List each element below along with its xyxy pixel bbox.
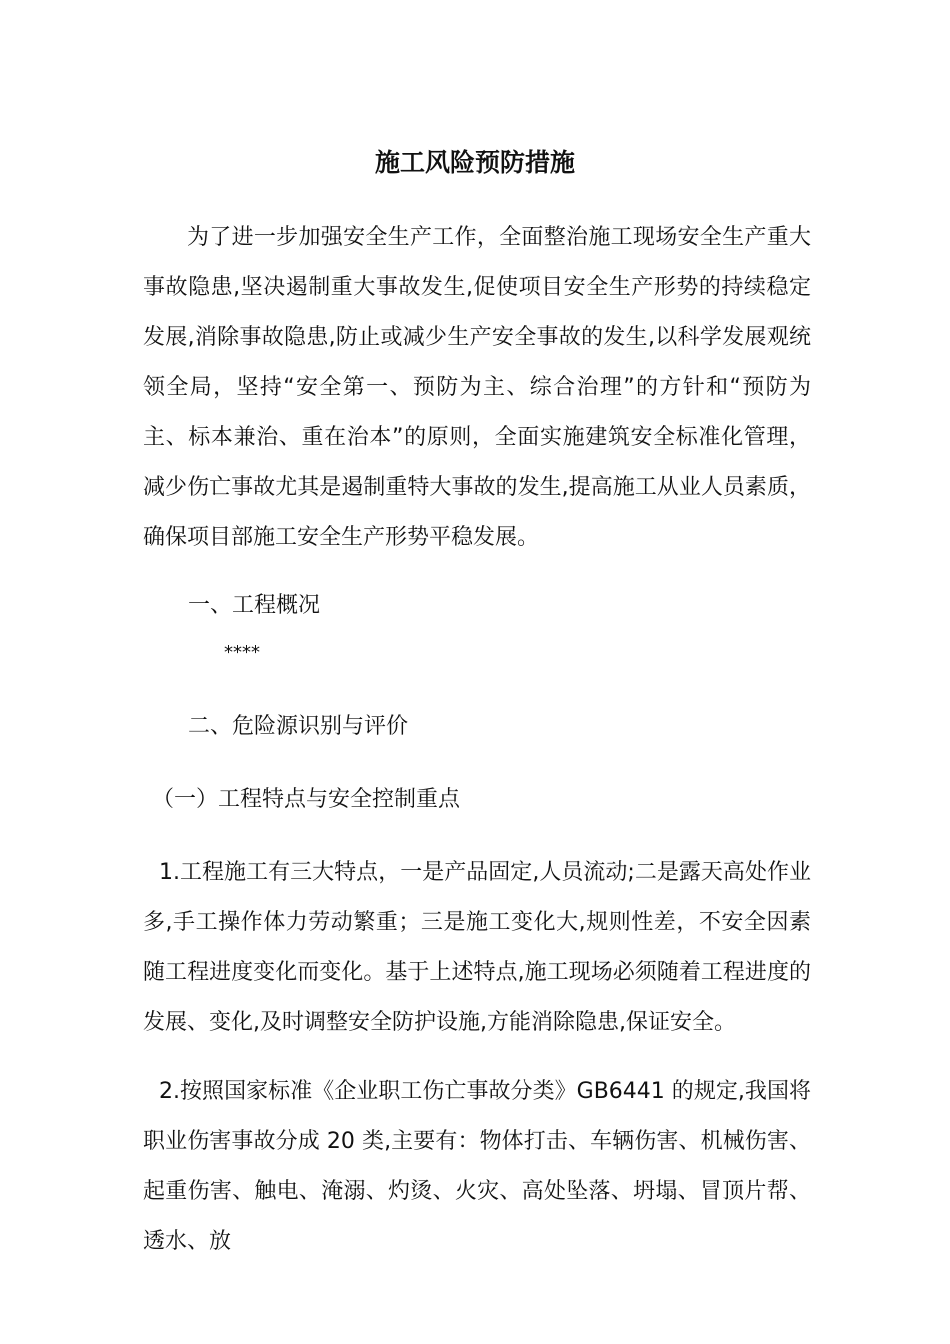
intro-paragraph: 为了进一步加强安全生产工作，全面整治施工现场安全生产重大事故隐患,坚决遏制重大事故发生,促使项目安全生产形势的持续稳定发展,消除事故隐患,防止或减少生产安全事故的发生,以科学发展观统领全局，坚持“安全第一、预防为主、综合治理”的方针和“预防为主、标本兼治、重在治本”的原则，全面实施建筑安全标准化管理，减少伤亡事故尤其是遏制重特大事故的发生,提高施工从业人员素质，确保项目部施工安全生产形势平稳发展。 xyxy=(143,225,811,550)
list-item-2: 2.按照国家标准《企业职工伤亡事故分类》GB6441 的规定,我国将职业伤害事故分成 20 类,主要有：物体打击、车辆伤害、机械伤害、起重伤害、触电、淹溺、灼烫、火灾、高处坠落、坍塌、冒顶片帮、透水、放 xyxy=(143,1079,811,1254)
subsection-heading-features: （一）工程特点与安全控制重点 xyxy=(152,787,461,812)
section-heading-hazard: 二、危险源识别与评价 xyxy=(188,714,409,739)
list-item-1: 1.工程施工有三大特点，一是产品固定,人员流动;二是露天高处作业多,手工操作体力劳动繁重；三是施工变化大,规则性差，不安全因素随工程进度变化而变化。基于上述特点,施工现场必须随着工程进度的发展、变化,及时调整安全防护设施,方能消除隐患,保证安全。 xyxy=(143,860,811,1035)
section-content-overview: **** xyxy=(224,642,260,663)
document-title: 施工风险预防措施 xyxy=(374,148,575,177)
section-heading-overview: 一、工程概况 xyxy=(188,593,321,618)
